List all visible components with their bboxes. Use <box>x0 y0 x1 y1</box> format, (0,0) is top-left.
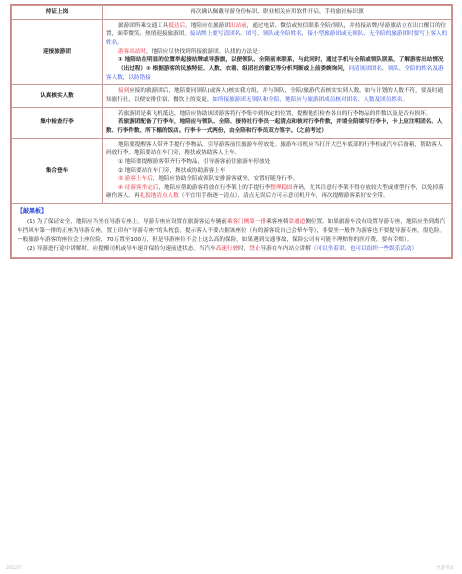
key-note-paragraph-1 <box>17 218 446 245</box>
text-segment: （可以坐着讲、也可以组织一些娱乐活动） <box>310 245 418 252</box>
watermark-left: 2022年 <box>6 566 22 571</box>
watermark-right: 导游考试 <box>436 566 454 571</box>
text-segment: 齐码，尤其注意行李架不得存放较大型或重型行李，以免掉落砸伤客人。再 <box>106 184 444 200</box>
text-segment: 应接的旅游团后，地陪要同领队(或客人)核实我方组，并与领队、全陪/旅游代表核实实到人数。如与计划的人数不符，要及时通知旅行社，以便安排住宿、餐饮上的变更。 <box>106 88 444 103</box>
content-paragraph <box>106 167 448 176</box>
step-content <box>103 138 452 204</box>
content-paragraph <box>106 87 448 104</box>
key-notes-title: 【敲黑板】 <box>17 208 48 216</box>
text-segment: 出站前 <box>229 22 247 29</box>
content-paragraph <box>106 175 448 184</box>
text-segment: 问清该团团名、领队、全陪的姓名及游客人数，以防错接 <box>106 65 444 81</box>
text-segment: 游客出站时 <box>118 48 146 55</box>
text-segment: 旅游团所乘交通工具 <box>118 22 169 29</box>
procedure-row <box>12 6 452 20</box>
step-content <box>103 85 452 107</box>
content-paragraph <box>106 110 448 119</box>
content-paragraph <box>106 141 448 158</box>
text-segment: ，地陪应帮助游客将放在行李架上的手提行李 <box>158 184 271 191</box>
content-paragraph <box>106 48 448 57</box>
text-segment: 抵达后 <box>168 22 186 29</box>
text-segment: 礼貌地清点人数 <box>139 193 179 200</box>
text-segment: 如所接旅游团无领队和全陪，地陪应与旅游团成员核对团名、人数及团员姓名。 <box>212 96 409 103</box>
text-segment: 高速行驶 <box>215 245 239 252</box>
text-segment: 若旅游团配备了行李车，地陪应与领队、全陪、接待社行李员一起清点和核对行李件数，并请全陪填写行李卡，卡上应注明团名、人数、行李件数、所下榻的饭店。行李卡一式两份，由全陪和行李员双方签字。（之前考过） <box>106 119 443 134</box>
text-segment: ① 地陪要提醒游客带齐行李物品，引导游客前往旅游车停放处 <box>118 158 271 165</box>
text-segment: 乘客座椅 <box>266 218 289 225</box>
text-segment: ① 地陪站在明显的位置举起接站牌或导游旗，以便领队、全陪前来联系，与此同时，通过手机与全陪或领队联系，了解游客出站情况 <box>118 57 444 64</box>
text-segment: （不宜用手指逐一清点），清点无误后方可示意司机开车，再次提醒游客系好安全带。 <box>178 193 389 200</box>
text-segment: ，地陪应协助全陪或领队安排游客就坐，安置好随身行李。 <box>152 176 299 183</box>
text-segment: 靠通道 <box>288 218 306 225</box>
content-paragraph <box>106 22 448 48</box>
step-content <box>103 107 452 138</box>
text-segment: (2) 导游进行途中讲解时，应提醒司机或导车速并保持匀速前进状态。当汽车 <box>27 245 216 252</box>
step-label: 认真核实人数 <box>12 85 103 107</box>
step-content <box>103 19 452 85</box>
text-segment: 若旅游团是乘飞机抵达，地陪应协助该团游客将行李集中到指定的位置，提醒他们检查各自的行李物品的件数以及是否有损坏。 <box>118 110 432 117</box>
text-segment: 再次确认佩戴导游身份标识、职业相关应用软件开启，手持旅社标识旗 <box>190 9 364 15</box>
content-paragraph <box>106 184 448 201</box>
text-segment: 导游在车内站立讲解 <box>260 245 311 252</box>
text-segment: ② 地陪要站在车门旁，搀扶或协助游客上车 <box>118 167 226 174</box>
step-label: 持证上岗 <box>12 6 103 20</box>
text-segment: ③ 游客上车后 <box>118 176 153 183</box>
text-segment: 乘客门侧第一排 <box>226 218 267 225</box>
text-segment: ④ 待游客坐定后 <box>118 184 159 191</box>
content-paragraph <box>106 158 448 167</box>
text-segment: 时， <box>238 245 250 252</box>
key-note-paragraph-2 <box>17 245 446 254</box>
step-content <box>103 6 452 20</box>
procedure-row <box>12 19 452 85</box>
procedure-row <box>12 107 452 138</box>
text-segment: ，通过电话、微信或短信联系全陪/领队，并持接站牌/导游旗站立在出口醒目的位置，面带微笑、热情迎接旅游团。 <box>106 22 447 38</box>
text-segment: 接到 <box>118 88 130 95</box>
content-paragraph <box>106 65 448 82</box>
text-segment: 接站牌上要写清团名、团号、领队或全陪姓名，接小型旅游团或无领队、无全陪的旅游团时要写上客人的姓名。 <box>106 31 448 46</box>
procedure-table <box>11 5 452 204</box>
content-paragraph <box>106 118 448 135</box>
text-segment: ，地陪应在旅游团 <box>185 22 230 29</box>
step-label: 集中检查行李 <box>12 107 103 138</box>
step-label: 迎接旅游团 <box>12 19 103 85</box>
content-paragraph <box>106 56 448 65</box>
procedure-row <box>12 85 452 107</box>
content-paragraph <box>106 8 448 17</box>
guide-procedure-table <box>10 4 453 259</box>
step-label: 集合登车 <box>12 138 103 204</box>
text-segment: 侧位置。如果旅游车没有设置导游专座，地陪应坐到离汽车挡风车第一排的正座为导游专座，置上印有“导游专座”的头枕套。提示客人不要占据该座位（有的游客说自己会晕车等），非要坐一般作为游客也不要提导游专座，很危险。一般旅游车游客的座位会上座位险，70万置至100万，但是导游座位不会上这么高的保险，如果遇到交通事故，保险公司有可能不理赔你的医疗费，要有幸赔）。 <box>17 218 446 243</box>
text-segment: 禁止 <box>249 245 261 252</box>
text-segment: 整理稳固 <box>270 184 293 191</box>
text-segment: （出过程）② 根据游客的民族特征、人数、衣着、组团社的徽记等分析判断或上前委婉询问， <box>118 65 349 72</box>
text-segment: 地陪要提醒客人带齐手提行李物品，引导游客前往旅游车停放处。旅游车司机应当打开大巴车底部的行李柜或汽车后备箱，帮助客人码放行李。地陪要站在车门旁，搀扶或协助客人上车。 <box>106 141 443 157</box>
procedure-row <box>12 138 452 204</box>
text-segment: (1) 为了保证安全，地陪应当坐在导游专座上。导游专座应设置在旅游客运车辆前 <box>27 218 227 225</box>
text-segment: ，地陪应尽快找到所接旅游团。认找的方法是： <box>145 48 264 55</box>
key-notes-box <box>11 204 452 258</box>
